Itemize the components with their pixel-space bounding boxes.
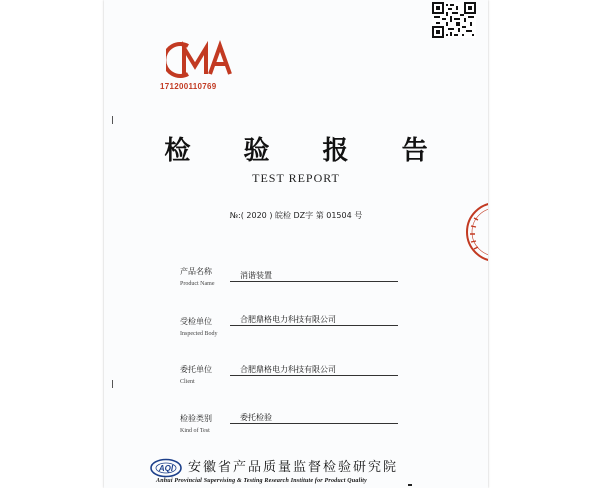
- institute-name-chinese: 安徽省产品质量监督检验研究院: [188, 460, 399, 475]
- svg-text:AQI: AQI: [158, 464, 174, 473]
- qr-code-icon: [432, 2, 476, 38]
- report-number: №:( 2020 ) 皖检 DZ字 第 01504 号: [229, 211, 363, 220]
- product-name-label: 产品名称: [180, 267, 212, 276]
- client-label-en: Client: [180, 379, 195, 385]
- test-report-page: [104, 0, 488, 488]
- official-seal-partial: [460, 200, 488, 264]
- client-label: 委托单位: [180, 365, 212, 374]
- aqi-logo: [150, 458, 182, 478]
- kind-of-test-label-en: Kind of Test: [180, 428, 210, 434]
- kind-of-test-value: 委托检验: [230, 412, 398, 424]
- kind-of-test-label: 检验类别: [180, 414, 212, 423]
- report-title-english: TEST REPORT: [252, 171, 340, 185]
- inspected-body-value: 合肥鼎格电力科技有限公司: [230, 314, 398, 326]
- margin-tick: [112, 380, 113, 388]
- institute-name-english: Anhui Provincial Supervising & Testing Research Institute for Product Quality: [156, 478, 368, 484]
- client-value: 合肥鼎格电力科技有限公司: [230, 364, 398, 376]
- product-name-value: 消谐装置: [230, 270, 398, 282]
- inspected-body-label: 受检单位: [180, 317, 212, 326]
- margin-tick: [112, 116, 113, 124]
- cma-logo: [166, 40, 234, 80]
- product-name-label-en: Product Name: [180, 281, 215, 287]
- inspected-body-label-en: Inspected Body: [180, 331, 218, 337]
- report-title-chinese: 检 验 报 告: [164, 136, 450, 166]
- ma-certificate-number: 171200110769: [160, 82, 217, 91]
- ink-speck: [408, 484, 412, 486]
